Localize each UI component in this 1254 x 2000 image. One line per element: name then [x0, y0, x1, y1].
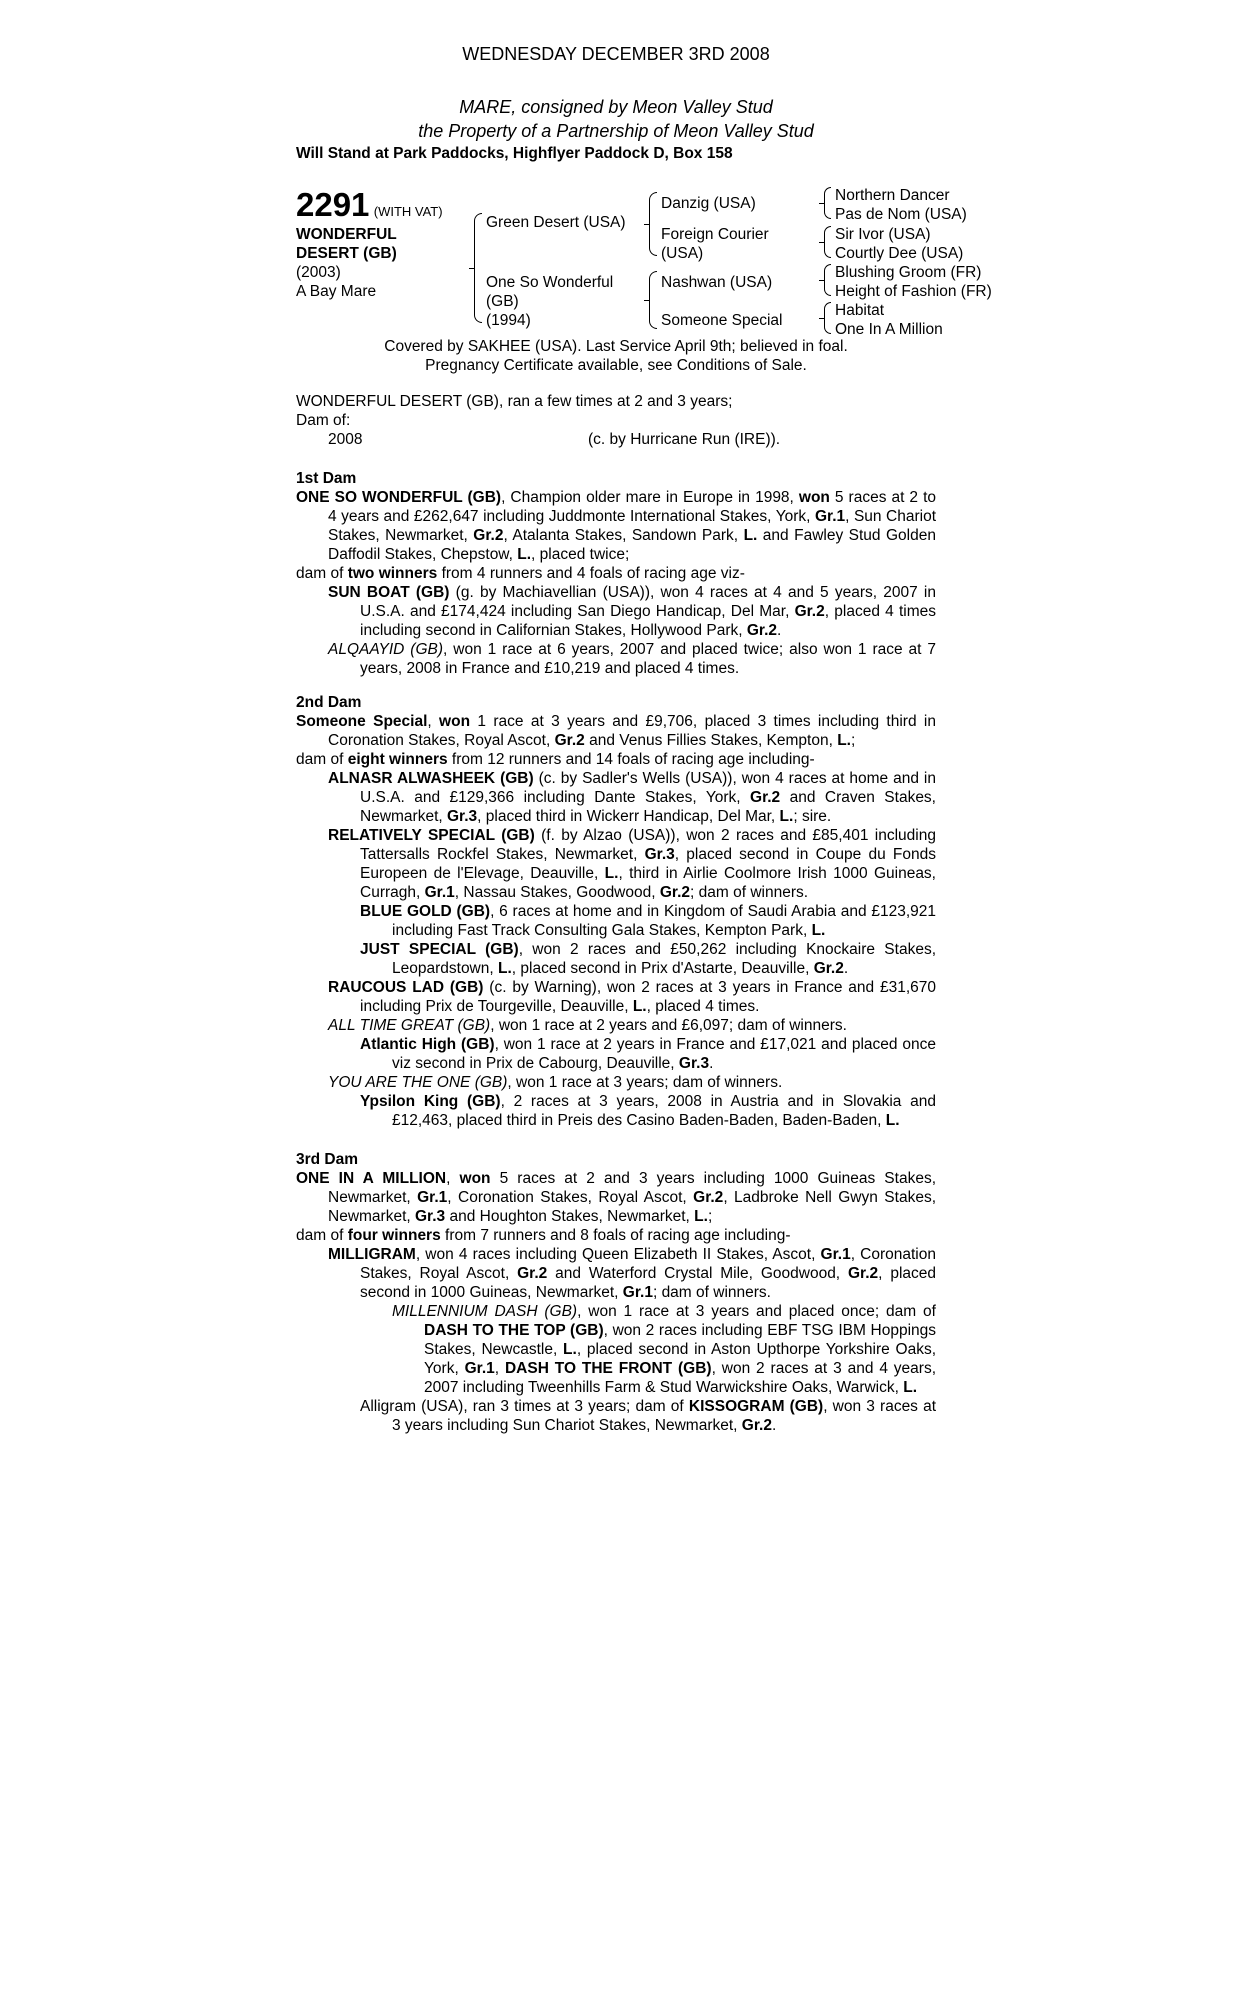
stand-location: Will Stand at Park Paddocks, Highflyer Paddock D, Box 158 [296, 145, 733, 162]
produce-milligram: MILLIGRAM, won 4 races including Queen Elizabeth II Stakes, Ascot, Gr.1, Coronation Stakes, Royal Ascot, Gr.2 and Waterford Crystal Mile, Goodwood, Gr.2, placed second in 1000 Guineas, Newmarket, Gr.1; dam of winners. [328, 1246, 936, 1301]
produce-alnasr-alwasheek: ALNASR ALWASHEEK (GB) (c. by Sadler's Wells (USA)), won 4 races at home and in U.S.A. and £129,366 including Dante Stakes, York, Gr.2 and Craven Stakes, Newmarket, Gr.3, placed third in Wickerr Handicap, Del Mar, L.; sire. [328, 770, 936, 825]
pedigree-dsd: Height of Fashion (FR) [835, 283, 992, 300]
first-dam-section [296, 469, 936, 678]
produce-row [296, 430, 936, 449]
pedigree-sire-dam-line1: Foreign Courier [661, 226, 769, 243]
horse-description: A Bay Mare [296, 283, 377, 300]
pedigree-ssd: Pas de Nom (USA) [835, 206, 967, 223]
produce-raucous-lad: RAUCOUS LAD (GB) (c. by Warning), won 2 races at 3 years in France and £31,670 including Prix de Tourgeville, Deauville, L., placed 4 times. [328, 979, 936, 1015]
second-dam-heading: 2nd Dam [296, 694, 362, 711]
produce-just-special: JUST SPECIAL (GB), won 2 races and £50,262 including Knockaire Stakes, Leopardstown, L., placed second in Prix d'Astarte, Deauville, Gr.2. [360, 941, 937, 977]
produce-atlantic-high: Atlantic High (GB), won 1 race at 2 years in France and £17,021 and placed once viz second in Prix de Cabourg, Deauville, Gr.3. [360, 1036, 936, 1072]
third-dam-produce-summary: dam of four winners from 7 runners and 8 foals of racing age including- [296, 1227, 791, 1244]
first-dam-produce-summary: dam of two winners from 4 runners and 4 foals of racing age viz- [296, 565, 745, 582]
produce-ypsilon-king: Ypsilon King (GB), 2 races at 3 years, 2008 in Austria and in Slovakia and £12,463, placed third in Preis des Casino Baden-Baden, Baden-Baden, L. [360, 1093, 936, 1129]
lot-number-block [296, 188, 443, 222]
covered-note [296, 337, 936, 375]
pedigree-brace-main [474, 213, 482, 323]
lot-number: 2291 [296, 186, 370, 223]
pedigree-dam-line1: One So Wonderful [486, 274, 614, 291]
produce-blue-gold: BLUE GOLD (GB), 6 races at home and in Kingdom of Saudi Arabia and £123,921 including Fast Track Consulting Gala Stakes, Kempton Park, L. [360, 903, 936, 939]
racing-record [296, 392, 936, 449]
sale-date: WEDNESDAY DECEMBER 3RD 2008 [462, 44, 770, 64]
pedigree-brace-dd [824, 302, 831, 334]
pedigree-dss: Blushing Groom (FR) [835, 264, 982, 281]
record-line: WONDERFUL DESERT (GB), ran a few times at 2 and 3 years; [296, 393, 733, 410]
third-dam-section [296, 1150, 936, 1435]
pedigree-dam-line3: (1994) [486, 312, 531, 329]
third-dam-heading: 3rd Dam [296, 1151, 359, 1168]
foaling-year: (2003) [296, 264, 341, 281]
produce-alligram: Alligram (USA), ran 3 times at 3 years; dam of KISSOGRAM (GB), won 3 races at 3 years including Sun Chariot Stakes, Newmarket, Gr.2. [360, 1398, 937, 1434]
pedigree-brace-sire [649, 192, 657, 256]
produce-millennium-dash: MILLENNIUM DASH (GB), won 1 race at 3 years and placed once; dam of DASH TO THE TOP (GB), won 2 races including EBF TSG IBM Hoppings Stakes, Newcastle, L., placed second in Aston Upthorpe Yorkshire Oaks, York, Gr.1, DASH TO THE FRONT (GB), won 2 races at 3 and 4 years, 2007 including Tweenhills Farm & Stud Warwickshire Oaks, Warwick, L. [392, 1303, 937, 1396]
dam-of-label: Dam of: [296, 412, 351, 429]
third-dam-record: ONE IN A MILLION, won 5 races at 2 and 3 years including 1000 Guineas Stakes, Newmarket, Gr.1, Coronation Stakes, Royal Ascot, Gr.2, Ladbroke Nell Gwyn Stakes, Newmarket, Gr.3 and Houghton Stakes, Newmarket, L.; [296, 1170, 936, 1225]
second-dam-produce-summary: dam of eight winners from 12 runners and 14 foals of racing age including- [296, 751, 815, 768]
first-dam-record: ONE SO WONDERFUL (GB), Champion older mare in Europe in 1998, won 5 races at 2 to 4 years and £262,647 including Juddmonte International Stakes, York, Gr.1, Sun Chariot Stakes, Newmarket, Gr.2, Atalanta Stakes, Sandown Park, L. and Fawley Stud Golden Daffodil Stakes, Chepstow, L., placed twice; [296, 489, 937, 563]
pedigree-brace-dam [649, 271, 657, 329]
produce-sun-boat: SUN BOAT (GB) (g. by Machiavellian (USA)), won 4 races at 4 and 5 years, 2007 in U.S.A. and £174,424 including San Diego Handicap, Del Mar, Gr.2, placed 4 times including second in Californian Stakes, Hollywood Park, Gr.2. [328, 584, 936, 639]
pedigree-dam-dam: Someone Special [661, 312, 783, 329]
produce-year: 2008 [328, 431, 363, 448]
pedigree-brace-ss [824, 187, 831, 219]
horse-name-line1: WONDERFUL [296, 226, 397, 243]
pedigree-sire-sire: Danzig (USA) [661, 195, 756, 212]
vat-note: (WITH VAT) [373, 204, 443, 219]
produce-relatively-special: RELATIVELY SPECIAL (GB) (f. by Alzao (USA)), won 2 races and £85,401 including Tattersalls Rockfel Stakes, Newmarket, Gr.3, placed second in Coupe du Fonds Europeen de l'Elevage, Deauville, L., third in Airlie Coolmore Irish 1000 Guineas, Curragh, Gr.1, Nassau Stakes, Goodwood, Gr.2; dam of winners. [328, 827, 936, 901]
produce-all-time-great: ALL TIME GREAT (GB), won 1 race at 2 years and £6,097; dam of winners. [328, 1017, 847, 1034]
produce-detail: (c. by Hurricane Run (IRE)). [588, 431, 781, 448]
covered-line2: Pregnancy Certificate available, see Conditions of Sale. [425, 357, 807, 374]
pedigree-ddd: One In A Million [835, 321, 943, 338]
horse-name-line2: DESERT (GB) [296, 245, 397, 262]
pedigree-sss: Northern Dancer [835, 187, 950, 204]
pedigree-brace-ds [824, 264, 831, 296]
produce-alqaayid: ALQAAYID (GB), won 1 race at 6 years, 2007 and placed twice; also won 1 race at 7 years, 2008 in France and £10,219 and placed 4 times. [328, 641, 936, 677]
first-dam-heading: 1st Dam [296, 470, 357, 487]
pedigree-brace-sd [824, 226, 831, 258]
second-dam-record: Someone Special, won 1 race at 3 years and £9,706, placed 3 times including third in Coronation Stakes, Royal Ascot, Gr.2 and Venus Fillies Stakes, Kempton, L.; [296, 713, 936, 749]
pedigree-sire: Green Desert (USA) [486, 214, 626, 231]
pedigree-sds: Sir Ivor (USA) [835, 226, 931, 243]
pedigree-dds: Habitat [835, 302, 885, 319]
property-line: the Property of a Partnership of Meon Valley Stud [418, 121, 814, 141]
pedigree-sire-dam-line2: (USA) [661, 245, 704, 262]
second-dam-section [296, 693, 936, 1130]
pedigree-sdd: Courtly Dee (USA) [835, 245, 964, 262]
produce-you-are-the-one: YOU ARE THE ONE (GB), won 1 race at 3 years; dam of winners. [328, 1074, 783, 1091]
covered-line1: Covered by SAKHEE (USA). Last Service April 9th; believed in foal. [384, 338, 848, 355]
consignor-line: MARE, consigned by Meon Valley Stud [459, 97, 773, 117]
pedigree-dam-sire: Nashwan (USA) [661, 274, 773, 291]
pedigree-dam-line2: (GB) [486, 293, 519, 310]
